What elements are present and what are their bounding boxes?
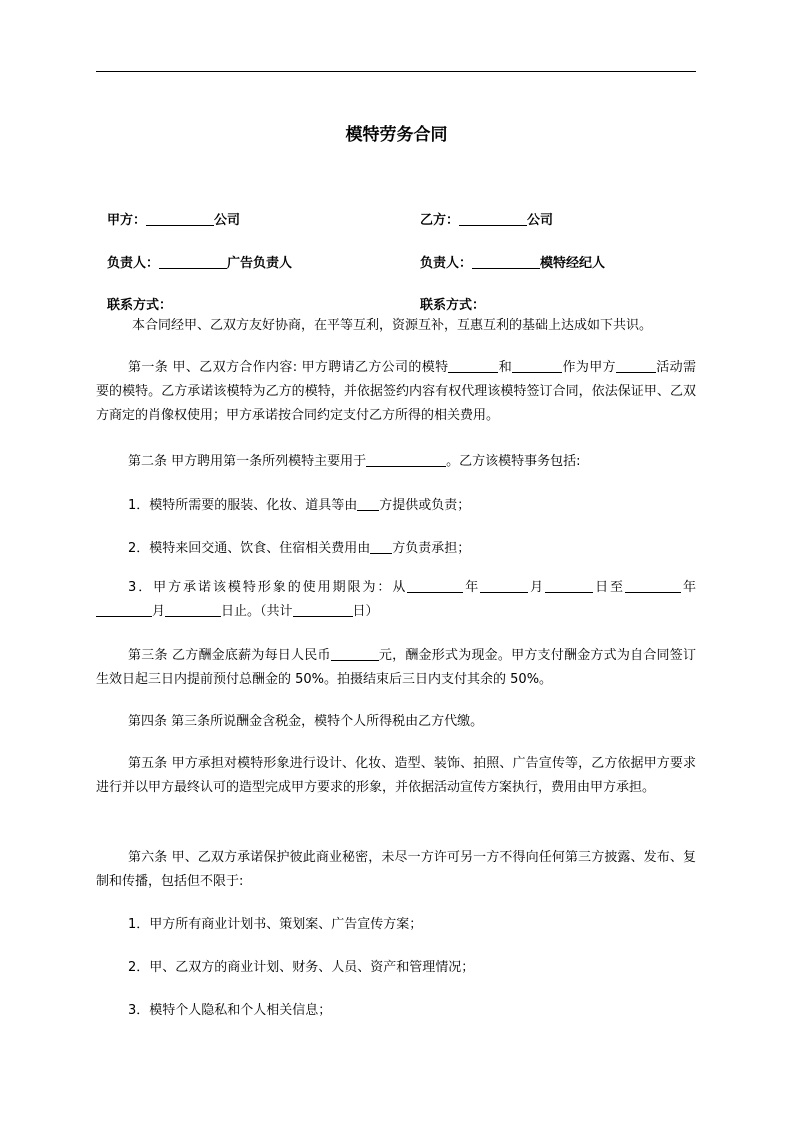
end-month-label: 月 <box>152 604 166 619</box>
article-1-blank-2 <box>512 358 562 373</box>
article-2-item-1 <box>128 494 470 513</box>
party-a <box>107 209 240 228</box>
start-day-blank <box>545 578 593 593</box>
party-b-representative <box>420 252 605 271</box>
article-1-blank-3 <box>616 358 656 373</box>
party-a-rep-label: 负责人： <box>107 256 160 271</box>
article-2-item-3-text: 3．甲方承诺该模特形象的使用期限为：从 <box>128 580 408 595</box>
party-b-rep-blank <box>472 254 540 269</box>
article-2-item-1-text-b: 方提供或负责； <box>379 498 471 513</box>
article-6-item-1: 1．甲方所有商业计划书、策划案、广告宣传方案； <box>128 917 423 932</box>
article-2 <box>96 450 696 474</box>
article-2-blank <box>366 452 446 467</box>
article-2-item-3 <box>96 576 696 624</box>
end-day-label: 日止。（共计 <box>221 604 293 619</box>
start-year-label: 年 <box>463 580 481 595</box>
total-days-label: 日） <box>352 604 379 619</box>
article-2-text-1: 第二条 甲方聘用第一条所列模特主要用于 <box>128 454 367 469</box>
article-1-text-3: 作为甲方 <box>562 360 616 375</box>
party-b <box>420 209 553 228</box>
article-3 <box>96 644 696 692</box>
party-a-suffix: 公司 <box>214 213 241 228</box>
intro-paragraph: 本合同经甲、乙双方友好协商，在平等互利，资源互补，互惠互利的基础上达成如下共识。 <box>132 318 653 333</box>
party-a-representative <box>107 252 292 271</box>
article-2-item-1-text-a: 1．模特所需要的服装、化妆、道具等由 <box>128 498 358 513</box>
article-2-item-1-blank <box>357 496 379 511</box>
article-3-text-2: 元，酬金形式为现金。甲方支付酬金方式为自合同签订生效日起三日内提前预付总酬金的 50%。拍摄结束后三日内支付其余的 50%。 <box>96 648 696 687</box>
article-6-item-2: 2．甲、乙双方的商业计划、财务、人员、资产和管理情况； <box>128 960 475 975</box>
start-year-blank <box>407 578 463 593</box>
article-1-text-4: 活动需要的模特。乙方承诺该模特为乙方的模特，并依据签约内容有权代理该模特签订合同，依法保证甲、乙双方商定的肖像权使用；甲方承诺按合同约定支付乙方所得的相关费用。 <box>96 360 696 423</box>
party-b-rep-label: 负责人： <box>420 256 473 271</box>
party-b-contact: 联系方式： <box>420 298 486 313</box>
party-b-label: 乙方： <box>420 213 460 228</box>
article-2-item-2-text-b: 方负责承担； <box>392 541 471 556</box>
article-2-item-2-blank <box>370 539 392 554</box>
party-b-suffix: 公司 <box>527 213 554 228</box>
start-month-blank <box>480 578 528 593</box>
header-rule <box>96 71 696 72</box>
party-a-label: 甲方： <box>107 213 147 228</box>
start-month-label: 月 <box>528 580 546 595</box>
article-3-blank <box>331 646 379 661</box>
article-1-text-1: 第一条 甲、乙双方合作内容: 甲方聘请乙方公司的模特 <box>128 360 449 375</box>
article-2-item-2 <box>128 537 470 556</box>
party-a-rep-suffix: 广告负责人 <box>227 256 293 271</box>
article-6: 第六条 甲、乙双方承诺保护彼此商业秘密，未尽一方许可另一方不得向任何第三方披露、发布、复制和传播，包括但不限于: <box>96 850 696 889</box>
party-b-rep-suffix: 模特经纪人 <box>540 256 606 271</box>
party-b-blank <box>459 211 527 226</box>
article-1 <box>96 356 696 428</box>
article-5: 第五条 甲方承担对模特形象进行设计、化妆、造型、装饰、拍照、广告宣传等，乙方依据甲方要求进行并以甲方最终认可的造型完成甲方要求的形象，并依据活动宣传方案执行，费用由甲方承担。 <box>96 756 696 795</box>
end-day-blank <box>165 602 221 617</box>
article-2-text-2: 。乙方该模特事务包括: <box>446 454 581 469</box>
end-year-label: 年 <box>681 580 696 595</box>
total-days-blank <box>293 602 353 617</box>
party-a-blank <box>146 211 214 226</box>
article-4: 第四条 第三条所说酬金含税金，模特个人所得税由乙方代缴。 <box>128 714 484 729</box>
party-a-rep-blank <box>159 254 227 269</box>
article-2-item-2-text-a: 2．模特来回交通、饮食、住宿相关费用由 <box>128 541 371 556</box>
article-6-item-3: 3．模特个人隐私和个人相关信息； <box>128 1003 332 1018</box>
start-day-label: 日至 <box>593 580 625 595</box>
end-year-blank <box>625 578 681 593</box>
article-1-blank-1 <box>448 358 498 373</box>
party-a-contact: 联系方式： <box>107 298 173 313</box>
article-3-text-1: 第三条 乙方酬金底薪为每日人民币 <box>128 648 331 663</box>
document-title: 模特劳务合同 <box>345 125 448 145</box>
end-month-blank <box>96 602 152 617</box>
article-1-text-2: 和 <box>498 360 513 375</box>
